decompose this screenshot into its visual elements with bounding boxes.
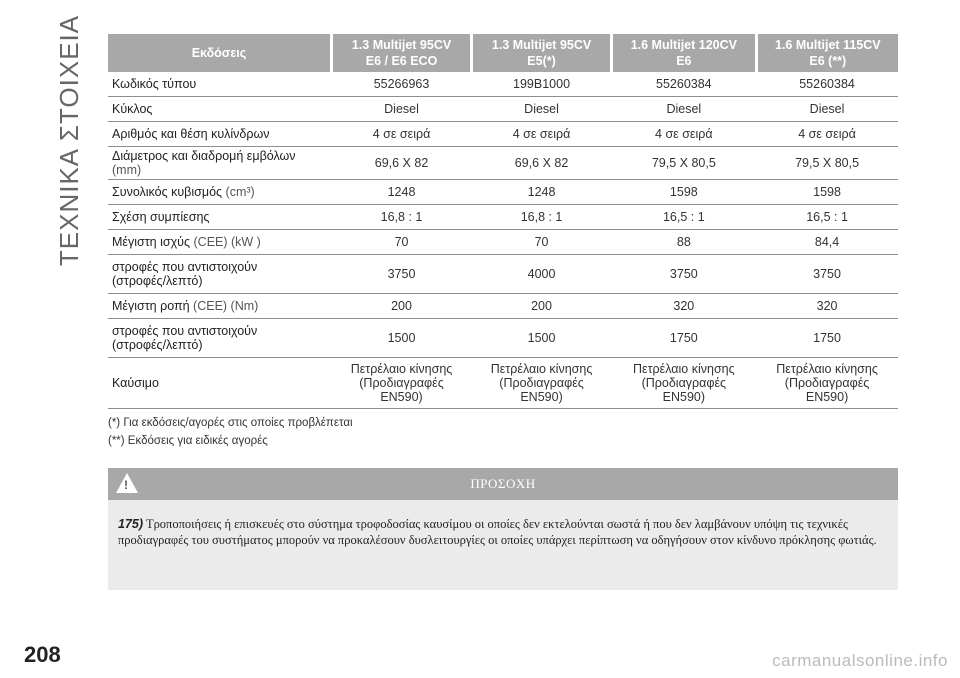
- table-cell: Πετρέλαιο κίνησης (Προδιαγραφές EN590): [332, 358, 472, 409]
- table-cell: 1750: [612, 319, 757, 358]
- table-row: [108, 205, 898, 230]
- warning-body: Τροποποιήσεις ή επισκευές στο σύστημα τροφοδοσίας καυσίμου οι οποίες δεν εκτελούνται σωστά ή που δεν λαμβάνουν υπόψη τις τεχνικές προδιαγραφές του συστήματος μπορούν να προκαλέσουν δυσλειτουργίες οι οποίες υπάρχει περίπτωση να οδηγήσουν στον κίνδυνο πρόκλησης φωτιάς.: [118, 517, 877, 547]
- table-cell: 69,6 X 82: [332, 147, 472, 180]
- table-cell: 70: [332, 230, 472, 255]
- table-cell: Diesel: [472, 97, 612, 122]
- table-cell: 3750: [332, 255, 472, 294]
- table-row: [108, 319, 898, 358]
- table-cell: 199B1000: [472, 72, 612, 97]
- table-cell: Diesel: [332, 97, 472, 122]
- header-version-3: 1.6 Multijet 120CV E6: [612, 34, 757, 72]
- row-label: Μέγιστη ροπή (CEE) (Nm): [108, 294, 332, 319]
- table-row: [108, 97, 898, 122]
- warning-title: ΠΡΟΣΟΧΗ: [470, 476, 536, 491]
- row-unit: (cm³): [225, 185, 255, 199]
- table-cell: 3750: [756, 255, 898, 294]
- table-cell: 1598: [612, 180, 757, 205]
- table-cell: Diesel: [756, 97, 898, 122]
- row-label: Κύκλος: [108, 97, 332, 122]
- table-cell: 16,8 : 1: [472, 205, 612, 230]
- table-header-row: [108, 34, 898, 72]
- warning-box: [108, 468, 898, 590]
- table-row: [108, 147, 898, 180]
- table-cell: 1248: [472, 180, 612, 205]
- row-label: Κωδικός τύπου: [108, 72, 332, 97]
- table-cell: 79,5 X 80,5: [756, 147, 898, 180]
- table-cell: 88: [612, 230, 757, 255]
- table-cell: 4 σε σειρά: [472, 122, 612, 147]
- header-version-2: 1.3 Multijet 95CV E5(*): [472, 34, 612, 72]
- table-cell: 16,5 : 1: [612, 205, 757, 230]
- table-cell: 320: [756, 294, 898, 319]
- table-cell: 4 σε σειρά: [332, 122, 472, 147]
- table-cell: 4 σε σειρά: [756, 122, 898, 147]
- table-cell: 1750: [756, 319, 898, 358]
- footnotes: [108, 414, 353, 450]
- table-cell: 55260384: [612, 72, 757, 97]
- row-label: Σχέση συμπίεσης: [108, 205, 332, 230]
- footnote-1: (*) Για εκδόσεις/αγορές στις οποίες προβλέπεται: [108, 417, 353, 429]
- row-label: Διάμετρος και διαδρομή εμβόλων (mm): [108, 147, 332, 180]
- table-row: [108, 72, 898, 97]
- table-cell: 55266963: [332, 72, 472, 97]
- warning-header: [108, 468, 898, 500]
- table-cell: 55260384: [756, 72, 898, 97]
- table-cell: 200: [472, 294, 612, 319]
- watermark: carmanualsonline.info: [772, 651, 948, 670]
- table-cell: 1500: [472, 319, 612, 358]
- table-cell: 4000: [472, 255, 612, 294]
- table-cell: 79,5 X 80,5: [612, 147, 757, 180]
- row-label: Μέγιστη ισχύς (CEE) (kW ): [108, 230, 332, 255]
- row-label: Καύσιμο: [108, 358, 332, 409]
- table-cell: Πετρέλαιο κίνησης (Προδιαγραφές EN590): [612, 358, 757, 409]
- header-version-4: 1.6 Multijet 115CV E6 (**): [756, 34, 898, 72]
- row-label: στροφές που αντιστοιχούν (στροφές/λεπτό): [108, 255, 332, 294]
- warning-ref: 175): [118, 517, 144, 531]
- table-row: [108, 255, 898, 294]
- table-row: [108, 180, 898, 205]
- table-cell: Diesel: [612, 97, 757, 122]
- table-cell: 200: [332, 294, 472, 319]
- table-cell: 16,8 : 1: [332, 205, 472, 230]
- header-label: Εκδόσεις: [108, 34, 332, 72]
- table-cell: Πετρέλαιο κίνησης (Προδιαγραφές EN590): [756, 358, 898, 409]
- engine-spec-table: [108, 34, 898, 409]
- warning-triangle-icon: [116, 473, 138, 493]
- table-row: [108, 122, 898, 147]
- table-cell: 70: [472, 230, 612, 255]
- table-cell: 69,6 X 82: [472, 147, 612, 180]
- table-row: [108, 358, 898, 409]
- table-cell: 320: [612, 294, 757, 319]
- header-version-1: 1.3 Multijet 95CV E6 / E6 ECO: [332, 34, 472, 72]
- table-cell: 1500: [332, 319, 472, 358]
- table-cell: 84,4: [756, 230, 898, 255]
- page-number: 208: [24, 642, 61, 667]
- warning-text: [108, 500, 898, 548]
- section-title-vertical: [52, 14, 88, 266]
- table-cell: 4 σε σειρά: [612, 122, 757, 147]
- row-unit: (CEE) (Nm): [193, 299, 259, 313]
- table-cell: Πετρέλαιο κίνησης (Προδιαγραφές EN590): [472, 358, 612, 409]
- table-row: [108, 230, 898, 255]
- row-label: Αριθμός και θέση κυλίνδρων: [108, 122, 332, 147]
- row-unit: (mm): [112, 163, 142, 177]
- row-label: Συνολικός κυβισμός (cm³): [108, 180, 332, 205]
- row-unit: (CEE) (kW ): [193, 235, 261, 249]
- table-row: [108, 294, 898, 319]
- section-title-text: ΤΕΧΝΙΚΑ ΣΤΟΙΧΕΙΑ: [54, 14, 85, 266]
- row-label: στροφές που αντιστοιχούν (στροφές/λεπτό): [108, 319, 332, 358]
- footnote-2: (**) Εκδόσεις για ειδικές αγορές: [108, 435, 268, 447]
- table-cell: 1598: [756, 180, 898, 205]
- table-cell: 1248: [332, 180, 472, 205]
- table-cell: 3750: [612, 255, 757, 294]
- table-cell: 16,5 : 1: [756, 205, 898, 230]
